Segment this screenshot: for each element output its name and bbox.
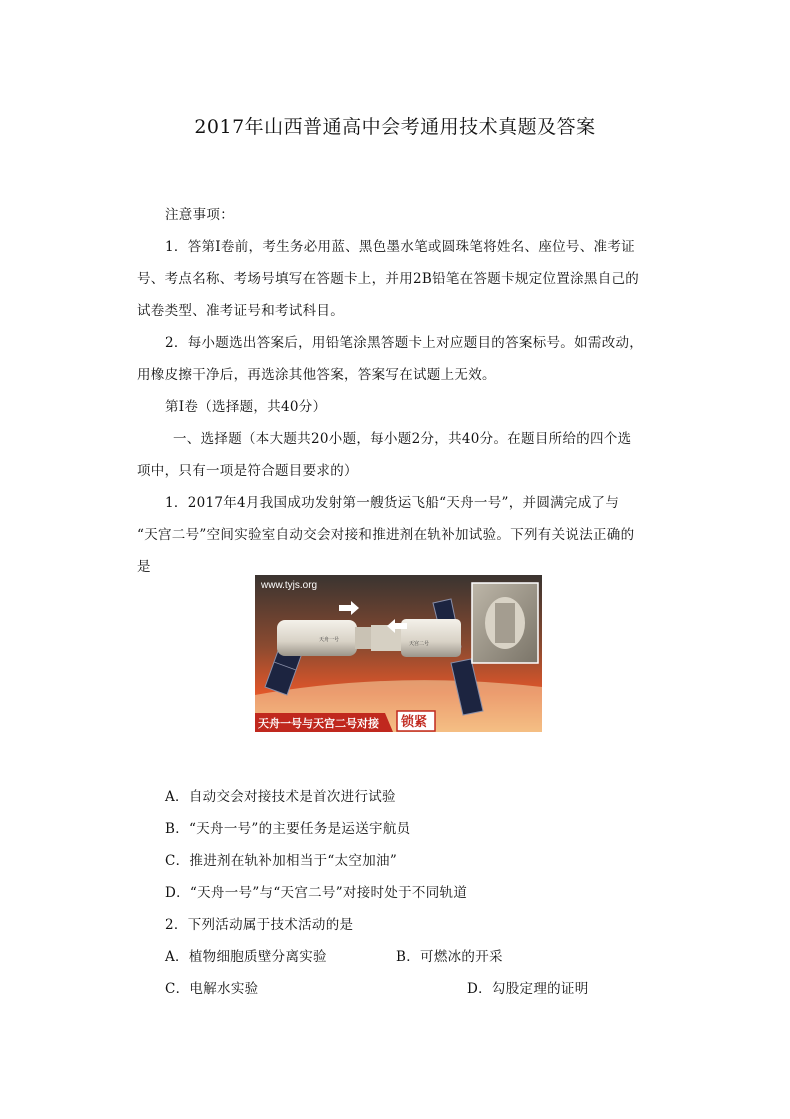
notice-heading: 注意事项： <box>165 207 234 223</box>
q1-stem-line2: “天宫二号”空间实验室自动交会对接和推进剂在轨补加试验。下列有关说法正确的 <box>137 527 635 543</box>
q2-option-a: A．植物细胞质壁分离实验 <box>165 949 327 965</box>
q1-option-c: C．推进剂在轨补加相当于“太空加油” <box>165 853 398 869</box>
figure-badge: 锁紧 <box>401 715 428 730</box>
q1-figure <box>255 575 542 732</box>
page-title: 2017年山西普通高中会考通用技术真题及答案 <box>194 116 596 138</box>
figure-watermark: www.tyjs.org <box>261 580 318 591</box>
q2-option-b: B．可燃冰的开采 <box>396 949 503 965</box>
q1-option-a: A．自动交会对接技术是首次进行试验 <box>165 789 396 805</box>
q1-stem-line3: 是 <box>137 559 151 575</box>
notice-item1-line1: 1．答第Ⅰ卷前，考生务必用蓝、黑色墨水笔或圆珠笔将姓名、座位号、准考证 <box>165 239 635 255</box>
q1-stem-line1: 1．2017年4月我国成功发射第一艘货运飞船“天舟一号”，并圆满完成了与 <box>165 495 620 511</box>
notice-item2-line1: 2．每小题选出答案后，用铅笔涂黑答题卡上对应题目的答案标号。如需改动， <box>165 335 644 351</box>
section1-instr-line2: 项中，只有一项是符合题目要求的） <box>137 463 358 479</box>
notice-item1-line2: 号、考点名称、考场号填写在答题卡上，并用2B铅笔在答题卡规定位置涂黑自己的 <box>137 271 640 287</box>
q2-option-d: D．勾股定理的证明 <box>467 981 589 997</box>
docking-inset <box>472 583 538 663</box>
section1-instr-line1: 一、选择题（本大题共20小题，每小题2分，共40分。在题目所给的四个选 <box>173 431 632 447</box>
q2-stem: 2．下列活动属于技术活动的是 <box>165 917 354 933</box>
q1-option-b: B．“天舟一号”的主要任务是运送宇航员 <box>165 821 411 837</box>
notice-item2-line2: 用橡皮擦干净后，再选涂其他答案，答案写在试题上无效。 <box>137 367 496 383</box>
q1-option-d: D．“天舟一号”与“天宫二号”对接时处于不同轨道 <box>165 885 468 901</box>
q2-option-c: C．电解水实验 <box>165 981 259 997</box>
module-label-tianzhou: 天舟一号 <box>319 637 340 643</box>
module-label-tiangong: 天宫二号 <box>409 641 430 647</box>
figure-caption: 天舟一号与天宫二号对接 <box>258 717 379 730</box>
notice-item1-line3: 试卷类型、准考证号和考试科目。 <box>137 303 344 319</box>
section1-heading: 第Ⅰ卷（选择题，共40分） <box>165 399 327 415</box>
